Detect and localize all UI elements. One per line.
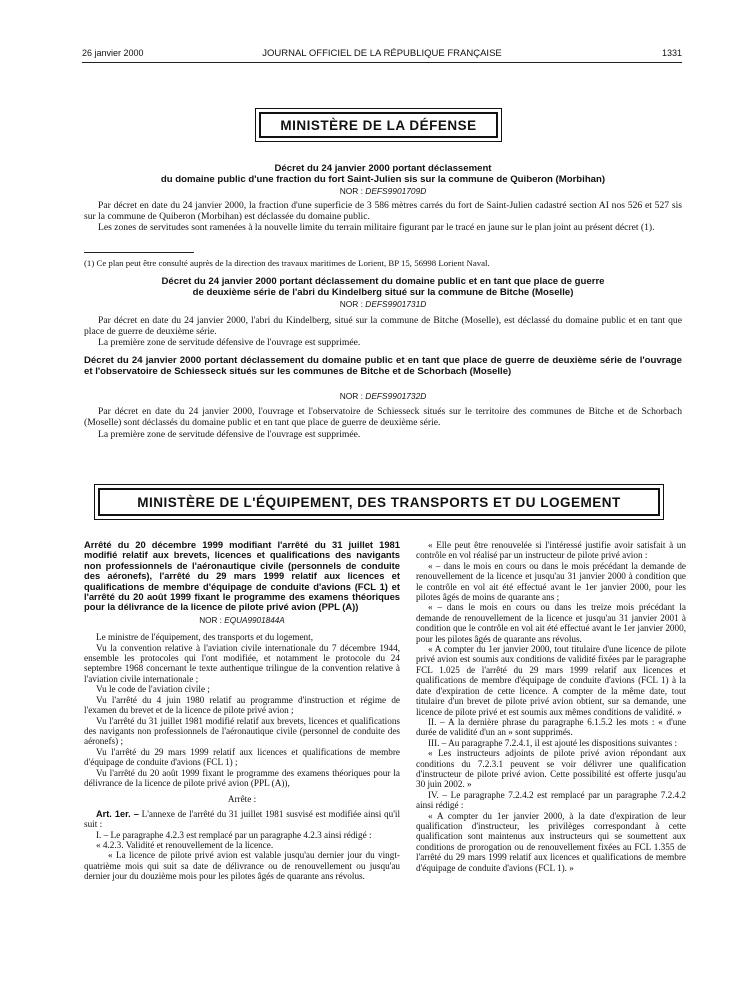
page-number: 1331 [661,48,682,58]
nor-code: DEFS9901732D [365,391,427,401]
arrete-left-column [84,540,400,882]
nor-code: DEFS9901709D [365,186,427,196]
ministry-defense-heading: MINISTÈRE DE LA DÉFENSE [259,112,498,138]
decree2-para1: Par décret en date du 24 janvier 2000, l'abri du Kindelberg, situé sur la commune de Bitche (Moselle), est déclassé du domaine public et en tant que place de guerre de deuxième série. [84,315,682,338]
decree1-title [84,163,682,185]
arrete-right-para: « A compter du 1er janvier 2000, tout titulaire d'une licence de pilote privé avion est soumis aux conditions de validité fixées par le paragraphe FCL 1.025 de l'arrêté du 29 mars 1999 relatif aux licences et qualifications de membre d'équipage de conduite d'avions (FCL 1) à la date d'expiration de cette licence. A compter de la même date, tout titulaire d'un brevet de pilote privé avion obtient, sur sa demande, une licence de pilote privé et est soumis aux mêmes conditions de validité. » [416,644,686,717]
ministry-equipment-heading: MINISTÈRE DE L'ÉQUIPEMENT, DES TRANSPORTS ET DU LOGEMENT [98,488,660,516]
arrete-left-para: Vu l'arrêté du 31 juillet 1981 modifié relatif aux brevets, licences et qualifications des navigants non professionnels de l'aéronautique civile (personnel de conduite des aéronefs) ; [84,715,400,747]
header-date: 26 janvier 2000 [82,48,144,58]
decree1-para2: Les zones de servitudes sont ramenées à la nouvelle limite du terrain militaire figurant par le tracé en jaune sur le plan joint au présent décret (1). [98,222,655,233]
nor-code: DEFS9901731D [365,299,427,309]
decree2-title [84,276,682,298]
arrete-left-para: Vu l'arrêté du 29 mars 1999 relatif aux licences et qualifications de membre d'équipage de conduite d'avions (FCL 1) ; [84,746,400,768]
arrete-left-para: Vu la convention relative à l'aviation civile internationale du 7 décembre 1944, ensemble les protocoles qui l'ont modifiée, et notamment le protocole du 24 septembre 1968 concernant le texte authentique trilingue de la convention relative à l'aviation civile internationale ; [84,642,400,684]
arrete-decision-label: Arrête : [227,794,257,805]
item-1: I. – Le paragraphe 4.2.3 est remplacé par un paragraphe 4.2.3 ainsi rédigé : [96,829,372,840]
decree1-title-line1: Décret du 24 janvier 2000 portant déclassement [274,163,492,174]
article-1-text: L'annexe de l'arrêté du 31 juillet 1981 susvisé est modifiée ainsi qu'il suit : [84,808,400,830]
arrete-right-para: « – dans le mois en cours ou dans le mois précédant la demande de renouvellement de la licence et jusqu'au 31 janvier 2000 à condition que le contrôle en vol ait été effectué avant le 1er janvier 2000, pour les pilotes âgés de moins de quarante ans ; [416,560,686,603]
item-1-quote: « La licence de pilote privé avion est valable jusqu'au dernier jour du vingt-quatrième mois qui suit sa date de délivrance ou de renouvellement ou jusqu'au dernier jour du douzième mois pour les pilotes âgés de quarante ans révolus. [84,850,400,882]
decree1-para1: Par décret en date du 24 janvier 2000, la fraction d'une superficie de 3 586 mètres carrés du fort de Saint-Julien cadastré section AI nos 526 et 527 sis sur la commune de Quiberon (Morbihan) est déclassée du domaine public. [84,200,682,223]
decree3-para2: La première zone de servitude défensive de l'ouvrage est supprimée. [98,429,361,440]
footnote-rule [84,252,194,253]
arrete-right-para: « – dans le mois en cours ou dans les treize mois précédant la demande de renouvellement de la licence et jusqu'au 31 janvier 2001 à condition que le contrôle en vol ait été effectué avant le 1er janvier 2000, pour les pilotes âgés de quarante ans révolus. [416,602,686,644]
ministry-defense-box [255,108,502,142]
decree3-nor [84,391,682,401]
page-header [82,48,682,62]
nor-label: NOR : [339,186,363,196]
arrete-right-para: « Elle peut être renouvelée si l'intéressé justifie avoir satisfait à un contrôle en vol réalisé par un instructeur de pilote privé avion : [416,540,686,561]
ministry-equipment-box [94,484,664,520]
decree2-nor [84,299,682,309]
decree2-title-line2: de deuxième série de l'abri du Kindelberg situé sur la commune de Bitche (Moselle) [192,287,574,298]
arrete-left-para: Le ministre de l'équipement, des transports et du logement, [96,632,313,643]
arrete-right-para: II. – A la dernière phrase du paragraphe 6.1.5.2 les mots : « d'une durée de validité d'un an » sont supprimés. [416,716,686,738]
arrete-title: Arrêté du 20 décembre 1999 modifiant l'arrêté du 31 juillet 1981 modifié relatif aux brevets, licences et qualifications des navigants non professionnels de l'aéronautique civile (personnels de conduite des aéronefs), l'arrêté du 29 mars 1999 relatif aux licences et qualifications de membre d'équipage de conduite d'avions (FCL 1) et l'arrêté du 20 août 1999 fixant le programme des examens théoriques pour la délivrance de la licence de pilote privé avion (PPL (A)) [84,539,400,613]
decree1-nor [84,186,682,196]
arrete-left-para: Vu le code de l'aviation civile ; [96,684,210,695]
decree2-title-line1: Décret du 24 janvier 2000 portant déclassement du domaine public et en tant que place de guerre [161,276,605,287]
decree1-title-line2: du domaine public d'une fraction du fort Saint-Julien sis sur la commune de Quiberon (Morbihan) [160,174,606,185]
arrete-right-para: III. – Au paragraphe 7.2.4.1, il est ajouté les dispositions suivantes : [428,737,678,748]
decree3-title: Décret du 24 janvier 2000 portant déclassement du domaine public et en tant que place de guerre de deuxième série de l'ouvrage et l'observatoire de Schiesseck situés sur les communes de Bitche et de Schorbach (Moselle) [84,355,682,377]
item-1-quote-title: « 4.2.3. Validité et renouvellement de la licence. [96,839,274,850]
nor-code: EQUA9901844A [224,615,285,625]
header-rule [82,62,682,63]
decree1-footnote: (1) Ce plan peut être consulté auprès de la direction des travaux maritimes de Lorient, BP 15, 56998 Lorient Naval. [84,258,490,268]
arrete-right-column [416,540,686,873]
journal-title: JOURNAL OFFICIEL DE LA RÉPUBLIQUE FRANÇAISE [262,48,502,59]
nor-label: NOR : [339,299,363,309]
article-1 [84,809,400,830]
arrete-left-para: Vu l'arrêté du 4 juin 1980 relatif au programme d'instruction et régime de l'examen du brevet et de la licence de pilote privé avion ; [84,694,400,716]
nor-label: NOR : [339,391,363,401]
decree3-para1: Par décret en date du 24 janvier 2000, l'ouvrage et l'observatoire de Schiesseck situés sur le territoire des communes de Bitche et de Schorbach (Moselle) sont déclassés du domaine public et en tant que place de guerre de deuxième série. [84,406,682,429]
arrete-right-para: « A compter du 1er janvier 2000, à la date d'expiration de leur qualification d'instructeur, les privilèges correspondant à cette qualification sont maintenus aux instructeurs qui se soumettent aux conditions de prorogation ou de renouvellement fixées au FCL 1.355 de l'arrêté du 29 mars 1999 relatif aux licences et qualifications de membre d'équipage de conduite d'avions (FCL 1). » [416,810,686,873]
decree2-para2: La première zone de servitude défensive de l'ouvrage est supprimée. [98,337,361,348]
arrete-nor [84,616,400,626]
article-1-label: Art. 1er. – [96,808,139,819]
nor-label: NOR : [199,615,222,625]
arrete-right-para: IV. – Le paragraphe 7.2.4.2 est remplacé par un paragraphe 7.2.4.2 ainsi rédigé : [416,789,686,811]
arrete-left-para: Vu l'arrêté du 20 août 1999 fixant le programme des examens théoriques pour la délivrance de la licence de pilote privé avion (PPL (A)), [84,767,400,788]
arrete-right-para: « Les instructeurs adjoints de pilote privé avion répondant aux conditions du 7.2.3.1 peuvent se voir délivrer une qualification d'instructeur de pilote privé avion. Cette possibilité est offerte jusqu'au 30 juin 2002. » [416,748,686,790]
